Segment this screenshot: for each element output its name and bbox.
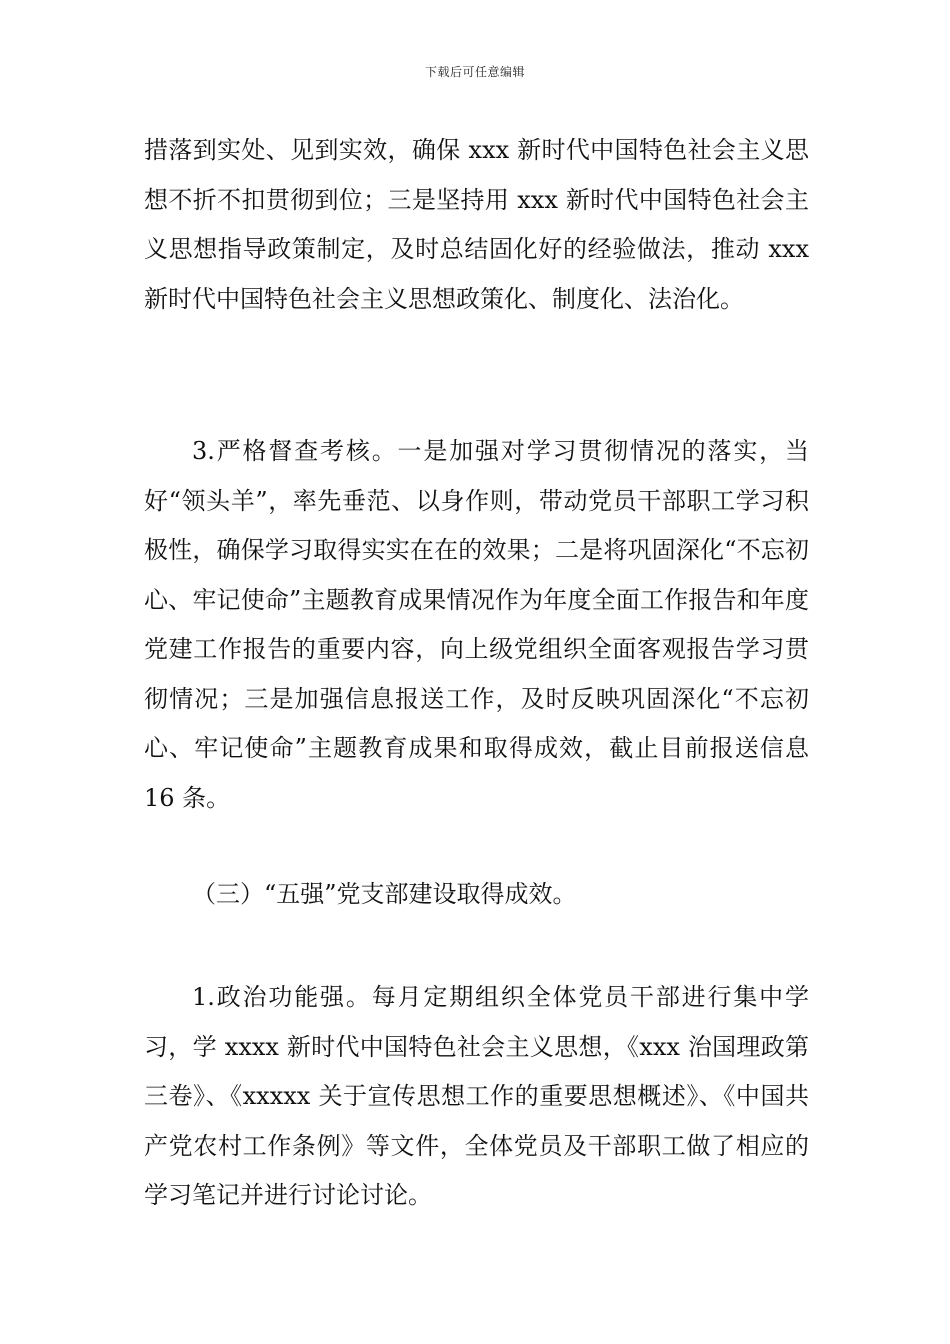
page-header: 下载后可任意编辑	[424, 65, 525, 79]
paragraph-strict-supervision: 3.严格督查考核。一是加强对学习贯彻情况的落实，当好“领头羊”，率先垂范、以身作则，带动党员干部职工学习积极性，确保学习取得实实在在的效果；二是将巩固深化“不忘初心、牢记使命”主题教育成果情况作为年度全面工作报告和年度党建工作报告的重要内容，向上级党组织全面客观报告学习贯彻情况；三是加强信息报送工作，及时反映巩固深化“不忘初心、牢记使命”主题教育成果和取得成效，截止目前报送信息 16 条。	[144, 437, 809, 812]
section-heading-five-strong: （三）“五强”党支部建设取得成效。	[192, 880, 577, 908]
paragraph-continuation: 措落到实处、见到实效，确保 xxx 新时代中国特色社会主义思想不折不扣贯彻到位；三是坚持用 xxx 新时代中国特色社会主义思想指导政策制定，及时总结固化好的经验做法，推动 xxx 新时代中国特色社会主义思想政策化、制度化、法治化。	[144, 136, 809, 313]
paragraph-political-function: 1.政治功能强。每月定期组织全体党员干部进行集中学习，学 xxxx 新时代中国特色社会主义思想，《xxx 治国理政第三卷》、《xxxxx 关于宣传思想工作的重要思想概述》、《中国共产党农村工作条例》等文件，全体党员及干部职工做了相应的学习笔记并进行讨论讨论。	[144, 983, 809, 1209]
